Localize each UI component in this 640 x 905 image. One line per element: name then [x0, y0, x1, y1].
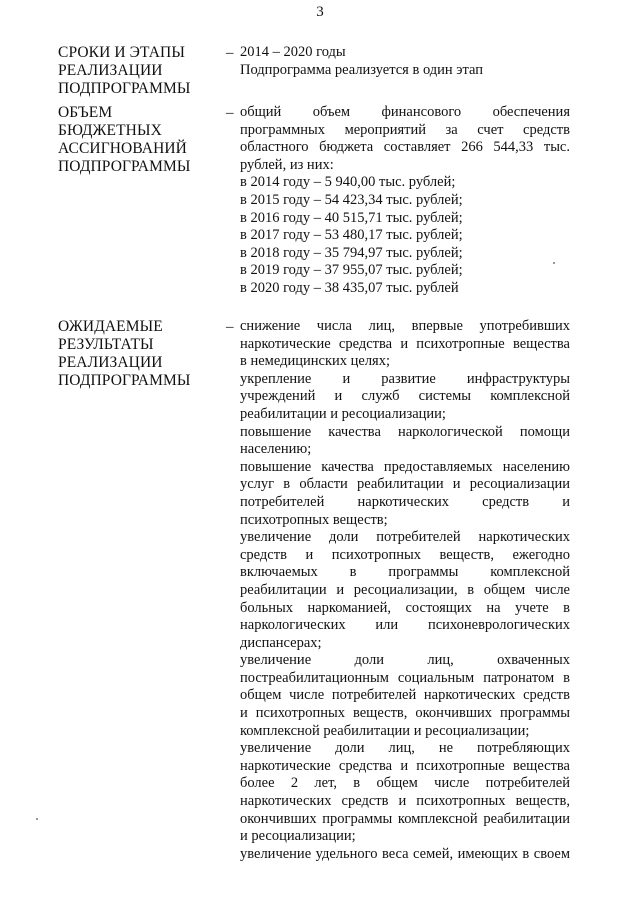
- content-line: больных наркоманией, состоящих на учете в: [240, 599, 570, 616]
- content-line: в 2018 году – 35 794,97 тыс. рублей;: [240, 244, 463, 261]
- content-line: включаемых в программы комплексной: [240, 564, 570, 581]
- content-line: диспансерах;: [240, 634, 322, 651]
- section-content-results: [240, 318, 570, 863]
- scan-speck: [553, 262, 555, 264]
- scan-speck: [36, 818, 38, 820]
- content-line: программных мероприятий за счет средств: [240, 121, 570, 138]
- content-line: общем числе потребителей наркотических средств: [240, 687, 570, 704]
- content-line: окончивших программы комплексной реабилитации: [240, 810, 570, 827]
- content-line: увеличение доли лиц, охваченных: [240, 652, 570, 669]
- content-line: увеличение доли потребителей наркотических: [240, 529, 570, 546]
- content-line: услуг в области реабилитации и ресоциализации: [240, 476, 570, 493]
- content-line: комплексной реабилитации и ресоциализации;: [240, 722, 530, 739]
- content-line: в немедицинских целях;: [240, 353, 390, 370]
- content-line: в 2017 году – 53 480,17 тыс. рублей;: [240, 227, 463, 244]
- page-number: 3: [316, 4, 324, 20]
- section-label-budget: ОБЪЕМ БЮДЖЕТНЫХ АССИГНОВАНИЙ ПОДПРОГРАММЫ: [58, 104, 191, 175]
- content-line: общий объем финансового обеспечения: [240, 104, 570, 120]
- content-line: увеличение удельного веса семей, имеющих в своем: [240, 845, 570, 862]
- content-line: и ресоциализации;: [240, 828, 356, 845]
- section-content-timeline: [240, 44, 570, 79]
- content-line: реабилитации и ресоциализации;: [240, 405, 446, 422]
- content-line: психотропных веществ;: [240, 511, 388, 528]
- section-label-timeline: СРОКИ И ЭТАПЫ РЕАЛИЗАЦИИ ПОДПРОГРАММЫ: [58, 44, 191, 97]
- section-content-budget: [240, 104, 570, 298]
- content-line: увеличение доли лиц, не потребляющих: [240, 740, 570, 757]
- content-line: в 2016 году – 40 515,71 тыс. рублей;: [240, 209, 463, 226]
- content-line: более 2 лет, в общем числе потребителей: [240, 775, 570, 792]
- content-line: наркотические средства и психотропные вещества: [240, 335, 570, 352]
- content-line: населению;: [240, 441, 312, 458]
- content-line: укрепление и развитие инфраструктуры: [240, 370, 570, 387]
- section-label-results: ОЖИДАЕМЫЕ РЕЗУЛЬТАТЫ РЕАЛИЗАЦИИ ПОДПРОГРАММЫ: [58, 318, 191, 389]
- content-line: снижение числа лиц, впервые употребивших: [240, 318, 570, 334]
- content-line: постреабилитационным социальным патронатом в: [240, 669, 570, 686]
- content-line: Подпрограмма реализуется в один этап: [240, 61, 484, 78]
- content-line: областного бюджета составляет 266 544,33 тыс.: [240, 139, 570, 156]
- content-line: повышение качества предоставляемых населению: [240, 458, 570, 475]
- content-line: наркотических средств и психотропных веществ,: [240, 793, 570, 810]
- section-dash: –: [226, 45, 234, 61]
- content-line: средств и психотропных веществ, ежегодно: [240, 546, 570, 563]
- content-line: потребителей наркотических средств и: [240, 493, 570, 510]
- content-line: учреждений и служб системы комплексной: [240, 388, 570, 405]
- content-line: в 2014 году – 5 940,00 тыс. рублей;: [240, 174, 456, 191]
- content-line: наркотические средства и психотропные вещества: [240, 757, 570, 774]
- content-line: в 2015 году – 54 423,34 тыс. рублей;: [240, 191, 463, 208]
- content-line: в 2019 году – 37 955,07 тыс. рублей;: [240, 262, 463, 279]
- content-line: 2014 – 2020 годы: [240, 44, 346, 60]
- content-line: наркологических или психоневрологических: [240, 617, 570, 634]
- content-line: в 2020 году – 38 435,07 тыс. рублей: [240, 279, 459, 296]
- content-line: и психотропных веществ, окончивших программы: [240, 705, 570, 722]
- content-line: реабилитации и ресоциализации, в общем числе: [240, 581, 570, 598]
- section-dash: –: [226, 105, 234, 121]
- section-dash: –: [226, 319, 234, 335]
- content-line: повышение качества наркологической помощи: [240, 423, 570, 440]
- content-line: рублей, из них:: [240, 156, 334, 173]
